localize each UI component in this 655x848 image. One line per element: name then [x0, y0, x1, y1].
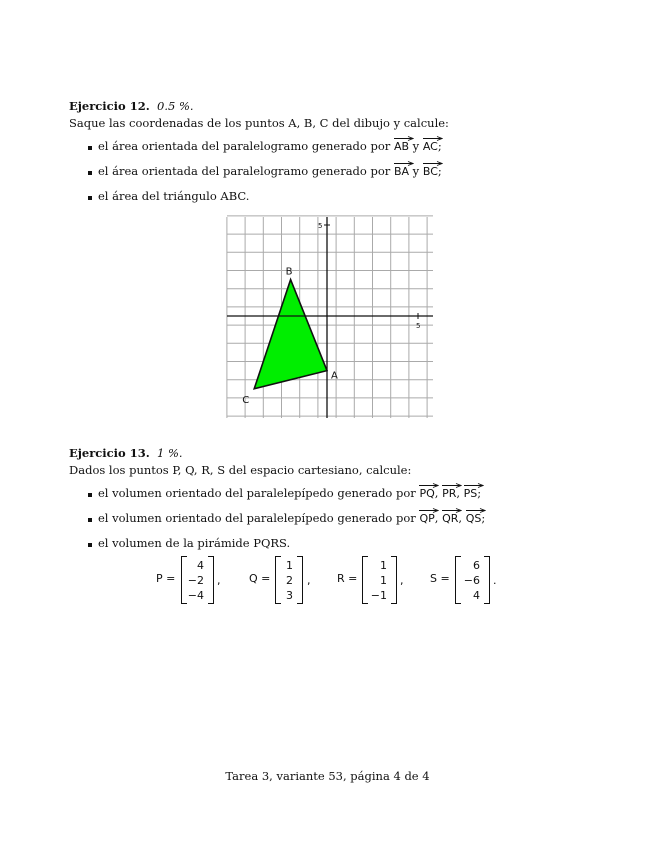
point-label-c: C [242, 394, 250, 406]
matrix-q: 1 2 3 [275, 556, 303, 604]
bullet-icon [88, 518, 92, 522]
y-tick-label: 5 [318, 222, 323, 230]
exercise-13-intro: Dados los puntos P, Q, R, S del espacio cartesiano, calcule: [69, 463, 412, 477]
matrix-s-label: S = [430, 572, 450, 585]
exercise-12-weight: 0.5 %. [157, 99, 194, 113]
matrix-p-label: P = [156, 572, 176, 585]
matrix-r-label: R = [337, 572, 358, 585]
bullet-icon [88, 493, 92, 497]
page-footer: Tarea 3, variante 53, página 4 de 4 [225, 769, 430, 783]
exercise-13-item-1: el volumen orientado del paralelepípedo generado por PQ, PR, PS; [98, 486, 481, 500]
exercise-13-item-3: el volumen de la pirámide PQRS. [98, 536, 291, 550]
exercise-12-intro: Saque las coordenadas de los puntos A, B, C del dibujo y calcule: [69, 116, 449, 130]
exercise-12-item-1: el área orientada del paralelogramo generado por AB y AC; [98, 139, 442, 153]
triangle-abc [254, 280, 327, 389]
bullet-icon [88, 543, 92, 547]
bullet-icon [88, 146, 92, 150]
matrix-r-sep: , [400, 574, 404, 587]
matrix-r: 1 1 −1 [362, 556, 397, 604]
exercise-13-item-2: el volumen orientado del paralelepípedo generado por QP, QR, QS; [98, 511, 485, 525]
matrix-s: 6 −6 4 [455, 556, 490, 604]
point-label-a: A [331, 370, 338, 382]
matrix-s-sep: . [493, 574, 497, 587]
exercise-13-weight: 1 %. [157, 446, 183, 460]
exercise-12-item-2: el área orientada del paralelogramo generado por BA y BC; [98, 164, 442, 178]
matrix-q-sep: , [307, 574, 311, 587]
matrix-q-label: Q = [249, 572, 271, 585]
triangle-figure [225, 215, 435, 420]
exercise-12-item-3: el área del triángulo ABC. [98, 189, 250, 203]
point-label-b: B [285, 266, 293, 278]
matrix-p: 4 −2 −4 [181, 556, 214, 604]
exercise-12-title: Ejercicio 12. [69, 99, 150, 113]
bullet-icon [88, 171, 92, 175]
matrix-p-sep: , [217, 574, 221, 587]
exercise-13-title: Ejercicio 13. [69, 446, 150, 460]
x-tick-label: 5 [416, 322, 421, 330]
bullet-icon [88, 196, 92, 200]
